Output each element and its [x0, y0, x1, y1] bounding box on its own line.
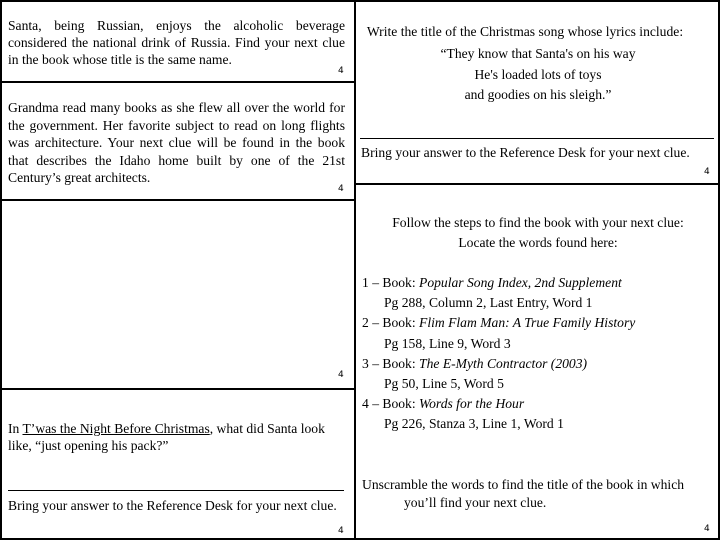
- step-item: 1 – Book: Popular Song Index, 2nd Supplement: [362, 275, 622, 290]
- blank-clue-card: [0, 199, 356, 390]
- card-marker: 4: [704, 167, 710, 177]
- step-detail: Pg 158, Line 9, Word 3: [384, 335, 511, 351]
- clue-text: Grandma read many books as she flew all over the world for the government. Her favorite subject to read on long flights was architecture. Your next clue will be found in the book that describes the Idaho home built by one of the 21st Century’s great architects.: [8, 100, 345, 185]
- steps-outro: [362, 476, 716, 511]
- step-detail: Pg 288, Column 2, Last Entry, Word 1: [384, 295, 593, 311]
- lyric-line: “They know that Santa's on his way: [440, 46, 636, 61]
- card-marker: 4: [338, 184, 344, 194]
- lyric-line: He's loaded lots of toys: [474, 66, 602, 82]
- clue-text: Santa, being Russian, enjoys the alcoholic beverage considered the national drink of Russia. Find your next clue in the book whose title is the same name.: [8, 18, 345, 67]
- answer-line: [8, 490, 344, 491]
- book-title: Flim Flam Man: A True Family History: [419, 315, 636, 331]
- clue-card-christmas-song: [354, 0, 720, 185]
- intro-line: Follow the steps to find the book with your next clue:: [392, 215, 684, 230]
- outro-line: you’ll find your next clue.: [404, 494, 547, 510]
- clue-card-grandma-architecture: [0, 81, 356, 201]
- clue-text: [8, 420, 343, 454]
- song-question: Write the title of the Christmas song whose lyrics include:: [366, 24, 684, 39]
- card-marker: 4: [338, 526, 344, 536]
- book-title: Popular Song Index, 2nd Supplement: [419, 275, 622, 290]
- card-marker: 4: [338, 370, 344, 380]
- answer-line: [360, 138, 714, 139]
- song-lyrics: [360, 44, 716, 106]
- book-title: The E-Myth Contractor (2003): [419, 355, 588, 371]
- clue-card-night-before-christmas: [0, 388, 356, 540]
- lyric-line: and goodies on his sleigh.”: [464, 87, 612, 102]
- intro-line: Locate the words found here:: [458, 235, 618, 250]
- step-item: 3 – Book: The E-Myth Contractor (2003): [362, 355, 588, 371]
- step-item: 4 – Book: Words for the Hour: [362, 396, 525, 412]
- card-marker: 4: [338, 66, 344, 76]
- clue-card-santa-russia: [0, 0, 356, 83]
- book-title: T’was the Night Before Christmas: [22, 421, 210, 436]
- step-detail: Pg 226, Stanza 3, Line 1, Word 1: [384, 416, 564, 432]
- step-detail: Pg 50, Line 5, Word 5: [384, 376, 504, 392]
- steps-list: [362, 273, 716, 435]
- outro-line: Unscramble the words to find the title of the book in which: [362, 477, 685, 492]
- step-item: 2 – Book: Flim Flam Man: A True Family History: [362, 315, 636, 331]
- card-footer: Bring your answer to the Reference Desk for your next clue.: [361, 145, 690, 160]
- book-title: Words for the Hour: [419, 396, 525, 412]
- card-footer: Bring your answer to the Reference Desk for your next clue.: [8, 498, 337, 513]
- clue-text-suffix: , what did Santa look like, “just opening his pack?”: [8, 421, 325, 453]
- card-marker: 4: [704, 524, 710, 534]
- steps-intro: [370, 213, 706, 253]
- clue-card-steps: [354, 183, 720, 540]
- clue-text-prefix: In: [8, 421, 23, 436]
